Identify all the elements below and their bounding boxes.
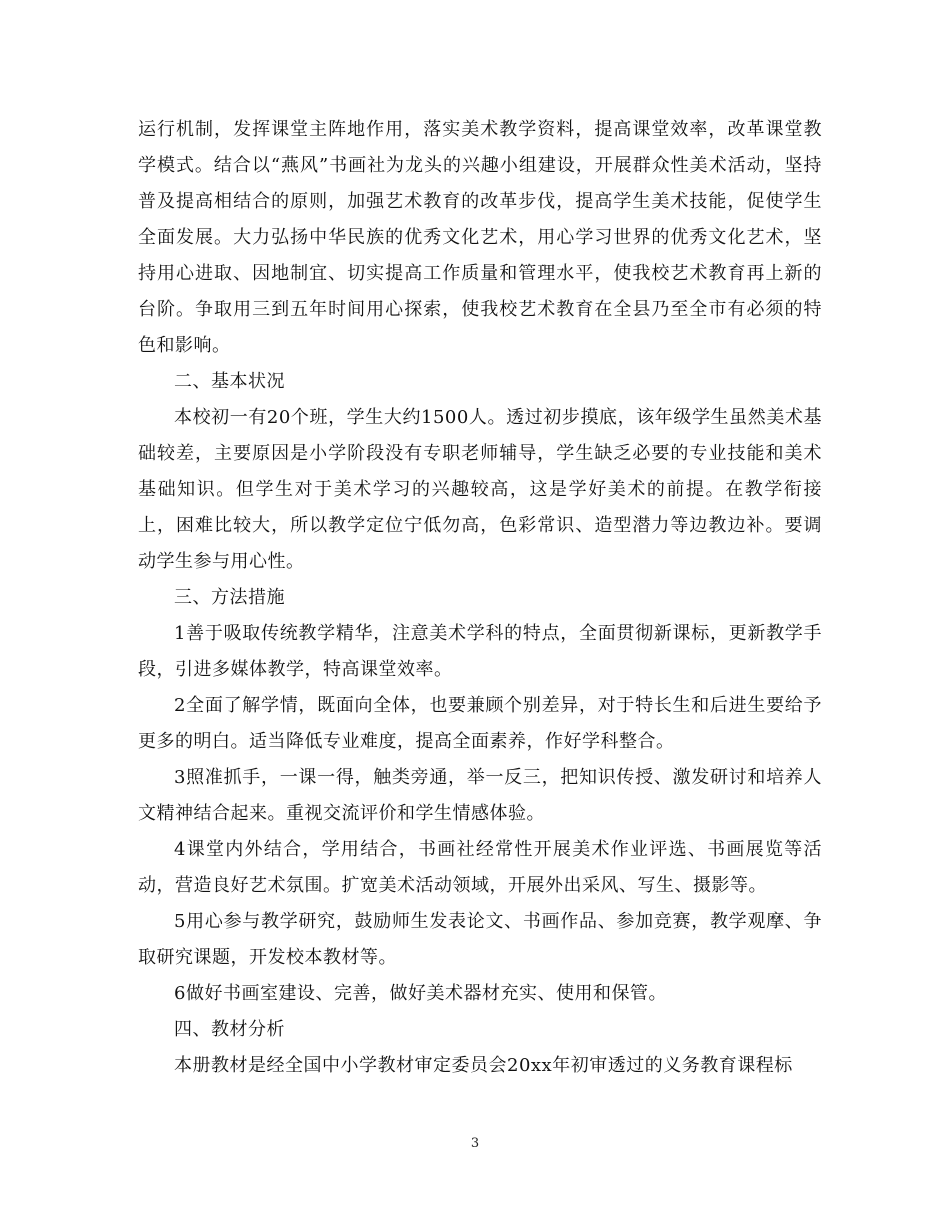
- document-body: [138, 112, 822, 1084]
- method-item-6: 6做好书画室建设、完善，做好美术器材充实、使用和保管。: [174, 983, 667, 1004]
- page-number: 3: [470, 1136, 480, 1151]
- paragraph-basic-status: 本校初一有20个班，学生大约1500人。透过初步摸底，该年级学生虽然美术基础较差，主要原因是小学阶段没有专职老师辅导，学生缺乏必要的专业技能和美术基础知识。但学生对于美术学习的兴趣较高，这是学好美术的前提。在教学衔接上，困难比较大，所以教学定位宁低勿高，色彩常识、造型潜力等边教边补。要调动学生参与用心性。: [138, 407, 822, 572]
- heading-basic-status: 二、基本状况: [174, 371, 285, 392]
- method-item-1: 1善于吸取传统教学精华，注意美术学科的特点，全面贯彻新课标，更新教学手段，引进多媒体教学，特高课堂效率。: [138, 623, 822, 680]
- heading-textbook-analysis: 四、教材分析: [174, 1019, 285, 1040]
- method-item-5: 5用心参与教学研究，鼓励师生发表论文、书画作品、参加竞赛，教学观摩、争取研究课题，开发校本教材等。: [138, 911, 822, 968]
- heading-methods: 三、方法措施: [174, 587, 285, 608]
- paragraph-mechanism: 运行机制，发挥课堂主阵地作用，落实美术教学资料，提高课堂效率，改革课堂教学模式。结合以“燕风”书画社为龙头的兴趣小组建设，开展群众性美术活动，坚持普及提高相结合的原则，加强艺术教育的改革步伐，提高学生美术技能，促使学生全面发展。大力弘扬中华民族的优秀文化艺术，用心学习世界的优秀文化艺术，坚持用心进取、因地制宜、切实提高工作质量和管理水平，使我校艺术教育再上新的台阶。争取用三到五年时间用心探索，使我校艺术教育在全县乃至全市有必须的特色和影响。: [138, 119, 822, 356]
- method-item-2: 2全面了解学情，既面向全体，也要兼顾个别差异，对于特长生和后进生要给予更多的明白。适当降低专业难度，提高全面素养，作好学科整合。: [138, 695, 822, 752]
- method-item-4: 4课堂内外结合，学用结合，书画社经常性开展美术作业评选、书画展览等活动，营造良好艺术氛围。扩宽美术活动领域，开展外出采风、写生、摄影等。: [138, 839, 822, 896]
- paragraph-textbook-analysis: 本册教材是经全国中小学教材审定委员会20xx年初审透过的义务教育课程标: [174, 1055, 793, 1076]
- method-item-3: 3照准抓手，一课一得，触类旁通，举一反三，把知识传授、激发研讨和培养人文精神结合起来。重视交流评价和学生情感体验。: [138, 767, 822, 824]
